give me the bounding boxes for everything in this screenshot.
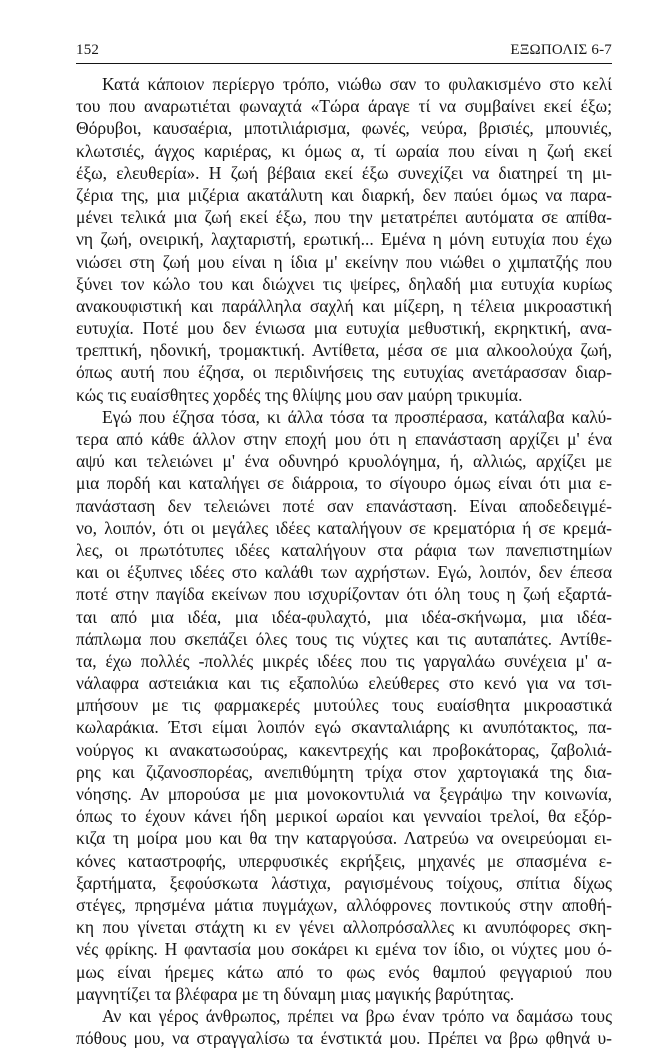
text-line: μαγνητίζει τα βλέφαρα με τη δύναμη μιας μαγικής βαρύτητας.: [76, 983, 515, 1004]
text-line: νές φρίκης. Η φαντασία μου σοκάρει κι εμένα τον ίδιο, οι νύχτες μου ό-: [76, 939, 612, 960]
page-header: [76, 40, 612, 62]
text-line: τερα από κάθε άλλον στην εποχή μου ότι η επανάσταση αρχίζει μ' ένα: [76, 429, 612, 449]
page-number: 152: [76, 42, 100, 58]
header-rule: [76, 63, 612, 64]
text-line: ρης και ζιζανοσπορέας, ανεπιθύμητη τρίχα στον χαρτογιακά της δια-: [76, 761, 612, 782]
text-line: ζέρια της, μια μιζέρια ακατάλυτη και διαρκή, δεν παύει όμως να παρα-: [76, 184, 612, 205]
text-line: μια πορδή και καταλήγει σε διάρροια, το σίγουρο όμως είναι ότι μια ε-: [76, 473, 612, 494]
text-line: όπως αυτή που έζησα, οι περιδινήσεις της ευτυχίας ανετάρασσαν διαρ-: [76, 362, 612, 383]
text-line: Εγώ που έζησα τόσα, κι άλλα τόσα τα προσπέρασα, κατάλαβα καλύ-: [102, 406, 612, 427]
text-line: τα, έχω πολλές -πολλές μικρές ιδέες που τις γαργαλάω συνέχεια μ' α-: [76, 650, 612, 671]
text-line: κιζα τη μοίρα μου και θα την καταργούσα. Λατρεύω να ονειρεύομαι ει-: [76, 828, 612, 849]
text-line: και οι έξυπνες ιδέες στο καλάθι των αχρήστων. Εγώ, λοιπόν, δεν έπεσα: [76, 562, 612, 583]
text-line: ανακουφιστική και παράλληλα σαχλή και μίζερη, η τέλεια μικροαστική: [76, 295, 612, 316]
body-text: [76, 73, 612, 1049]
text-line: πανάσταση δεν τελειώνει ποτέ σαν επανάσταση. Είναι αποδεδειγμέ-: [76, 495, 612, 516]
text-line: νη ζωή, ονειρική, λαχταριστή, ερωτική... Εμένα η μόνη ευτυχία που έχω: [76, 229, 612, 250]
text-line: Αν και γέρος άνθρωπος, πρέπει να βρω έναν τρόπο να δαμάσω τους: [102, 1005, 612, 1026]
paragraph: [76, 1005, 612, 1049]
text-line: κώς τις ευαίσθητες χορδές της θλίψης μου σαν μαύρη τρικυμία.: [76, 384, 523, 405]
text-line: πάπλωμα που σκεπάζει όλες τους τις νύχτες και τις αυταπάτες. Αντίθε-: [76, 628, 612, 649]
text-line: ποτέ στην παγίδα εκείνων που ισχυρίζονταν ότι όλη τους η ζωή εξαρτά-: [76, 584, 612, 605]
text-line: λες, οι πρωτότυπες ιδέες καταλήγουν στα ράφια των πανεπιστημίων: [76, 539, 612, 560]
text-line: ται από μια ιδέα, μια ιδέα-φυλαχτό, μια ιδέα-σκήνωμα, μια ιδέα-: [76, 606, 612, 627]
text-line: νο, λοιπόν, ότι οι μεγάλες ιδέες καταλήγουν σε κρεματόρια ή σε κρεμά-: [76, 517, 612, 538]
text-line: μένει τελικά μια ζωή εκεί έξω, που την μετατρέπει αυτόματα σε απίθα-: [76, 207, 612, 228]
text-line: του που αναρωτιέται φωναχτά «Τώρα άραγε τί να συμβαίνει εκεί έξω;: [76, 96, 612, 117]
text-line: νάλαφρα αστειάκια και τις εξαπολύω ελεύθερες στο κενό για να τσι-: [76, 673, 612, 694]
text-line: μπήσουν με τις φαρμακερές μυτούλες τους ευαίσθητα μικροαστικά: [76, 695, 612, 716]
text-line: αψύ και τελειώνει μ' ένα οδυνηρό κρυολόγημα, ή, αλλιώς, αρχίζει με: [76, 451, 612, 472]
text-line: έξω, ελευθερία». Η ζωή βέβαια εκεί έξω συνεχίζει να διατηρεί τη μι-: [76, 162, 612, 183]
text-line: νόησης. Αν μπορούσα με μια μονοκοντυλιά να ξεγράψω την κοινωνία,: [76, 784, 612, 804]
text-line: ευτυχία. Ποτέ μου δεν ένιωσα μια ευτυχία μεθυστική, εκρηκτική, ανα-: [76, 318, 612, 339]
text-line: Κατά κάποιον περίεργο τρόπο, νιώθω σαν το φυλακισμένο στο κελί: [102, 74, 612, 94]
text-line: τρεπτική, ηδονική, τρομακτική. Αντίθετα, μέσα σε μια αλκοολούχα ζωή,: [76, 340, 612, 361]
paragraph: [76, 406, 612, 1005]
text-line: κόνες καταστροφής, υπερφυσικές εκρήξεις, μηχανές με σπασμένα ε-: [76, 850, 612, 871]
text-line: ξαρτήματα, ξεφούσκωτα λάστιχα, ραγισμένους τοίχους, σπίτια δίχως: [76, 872, 612, 893]
text-line: όπως το έχουν κάνει ήδη μερικοί ωραίοι και γενναίοι τρελοί, θα εξόρ-: [76, 806, 612, 827]
running-head: ΕΞΩΠΟΛΙΣ 6-7: [510, 42, 612, 58]
text-line: Θόρυβοι, καυσαέρια, μποτιλιάρισμα, φωνές, νεύρα, βρισιές, μπουνιές,: [76, 118, 612, 139]
text-line: κλωτσιές, άγχος καριέρας, κι όμως α, τί ωραία που είναι η ζωή εκεί: [76, 140, 612, 161]
text-line: στέγες, πρησμένα μάτια πυγμάχων, αλλόφρονες ποντικούς στην αποθή-: [76, 894, 612, 915]
text-line: πόθους μου, να στραγγαλίσω τα ένστικτά μου. Πρέπει να βρω φθηνά υ-: [76, 1028, 612, 1049]
text-line: κωλαράκια. Έτσι είμαι λοιπόν εγώ σκανταλιάρης κι ανυπότακτος, πα-: [76, 717, 612, 738]
text-line: νούργος κι ανακατωσούρας, κακεντρεχής και προβοκάτορας, ζαβολιά-: [76, 739, 612, 760]
text-line: νιώσει στη ζωή μου είναι η ίδια μ' εκείνην που νιώθει ο χιμπατζής που: [76, 251, 612, 272]
text-line: μως είναι ήρεμες κάτω από το φως ενός θαμπού φεγγαριού που: [76, 961, 612, 982]
text-line: κη που γίνεται στάχτη κι εν γένει αλλοπρόσαλλες κι ανυπόφορες σκη-: [76, 917, 612, 938]
paragraph: [76, 73, 612, 406]
text-line: ξύνει τον κώλο του και διώχνει τις ψείρες, δηλαδή μια ευτυχία κυρίως: [76, 273, 612, 294]
